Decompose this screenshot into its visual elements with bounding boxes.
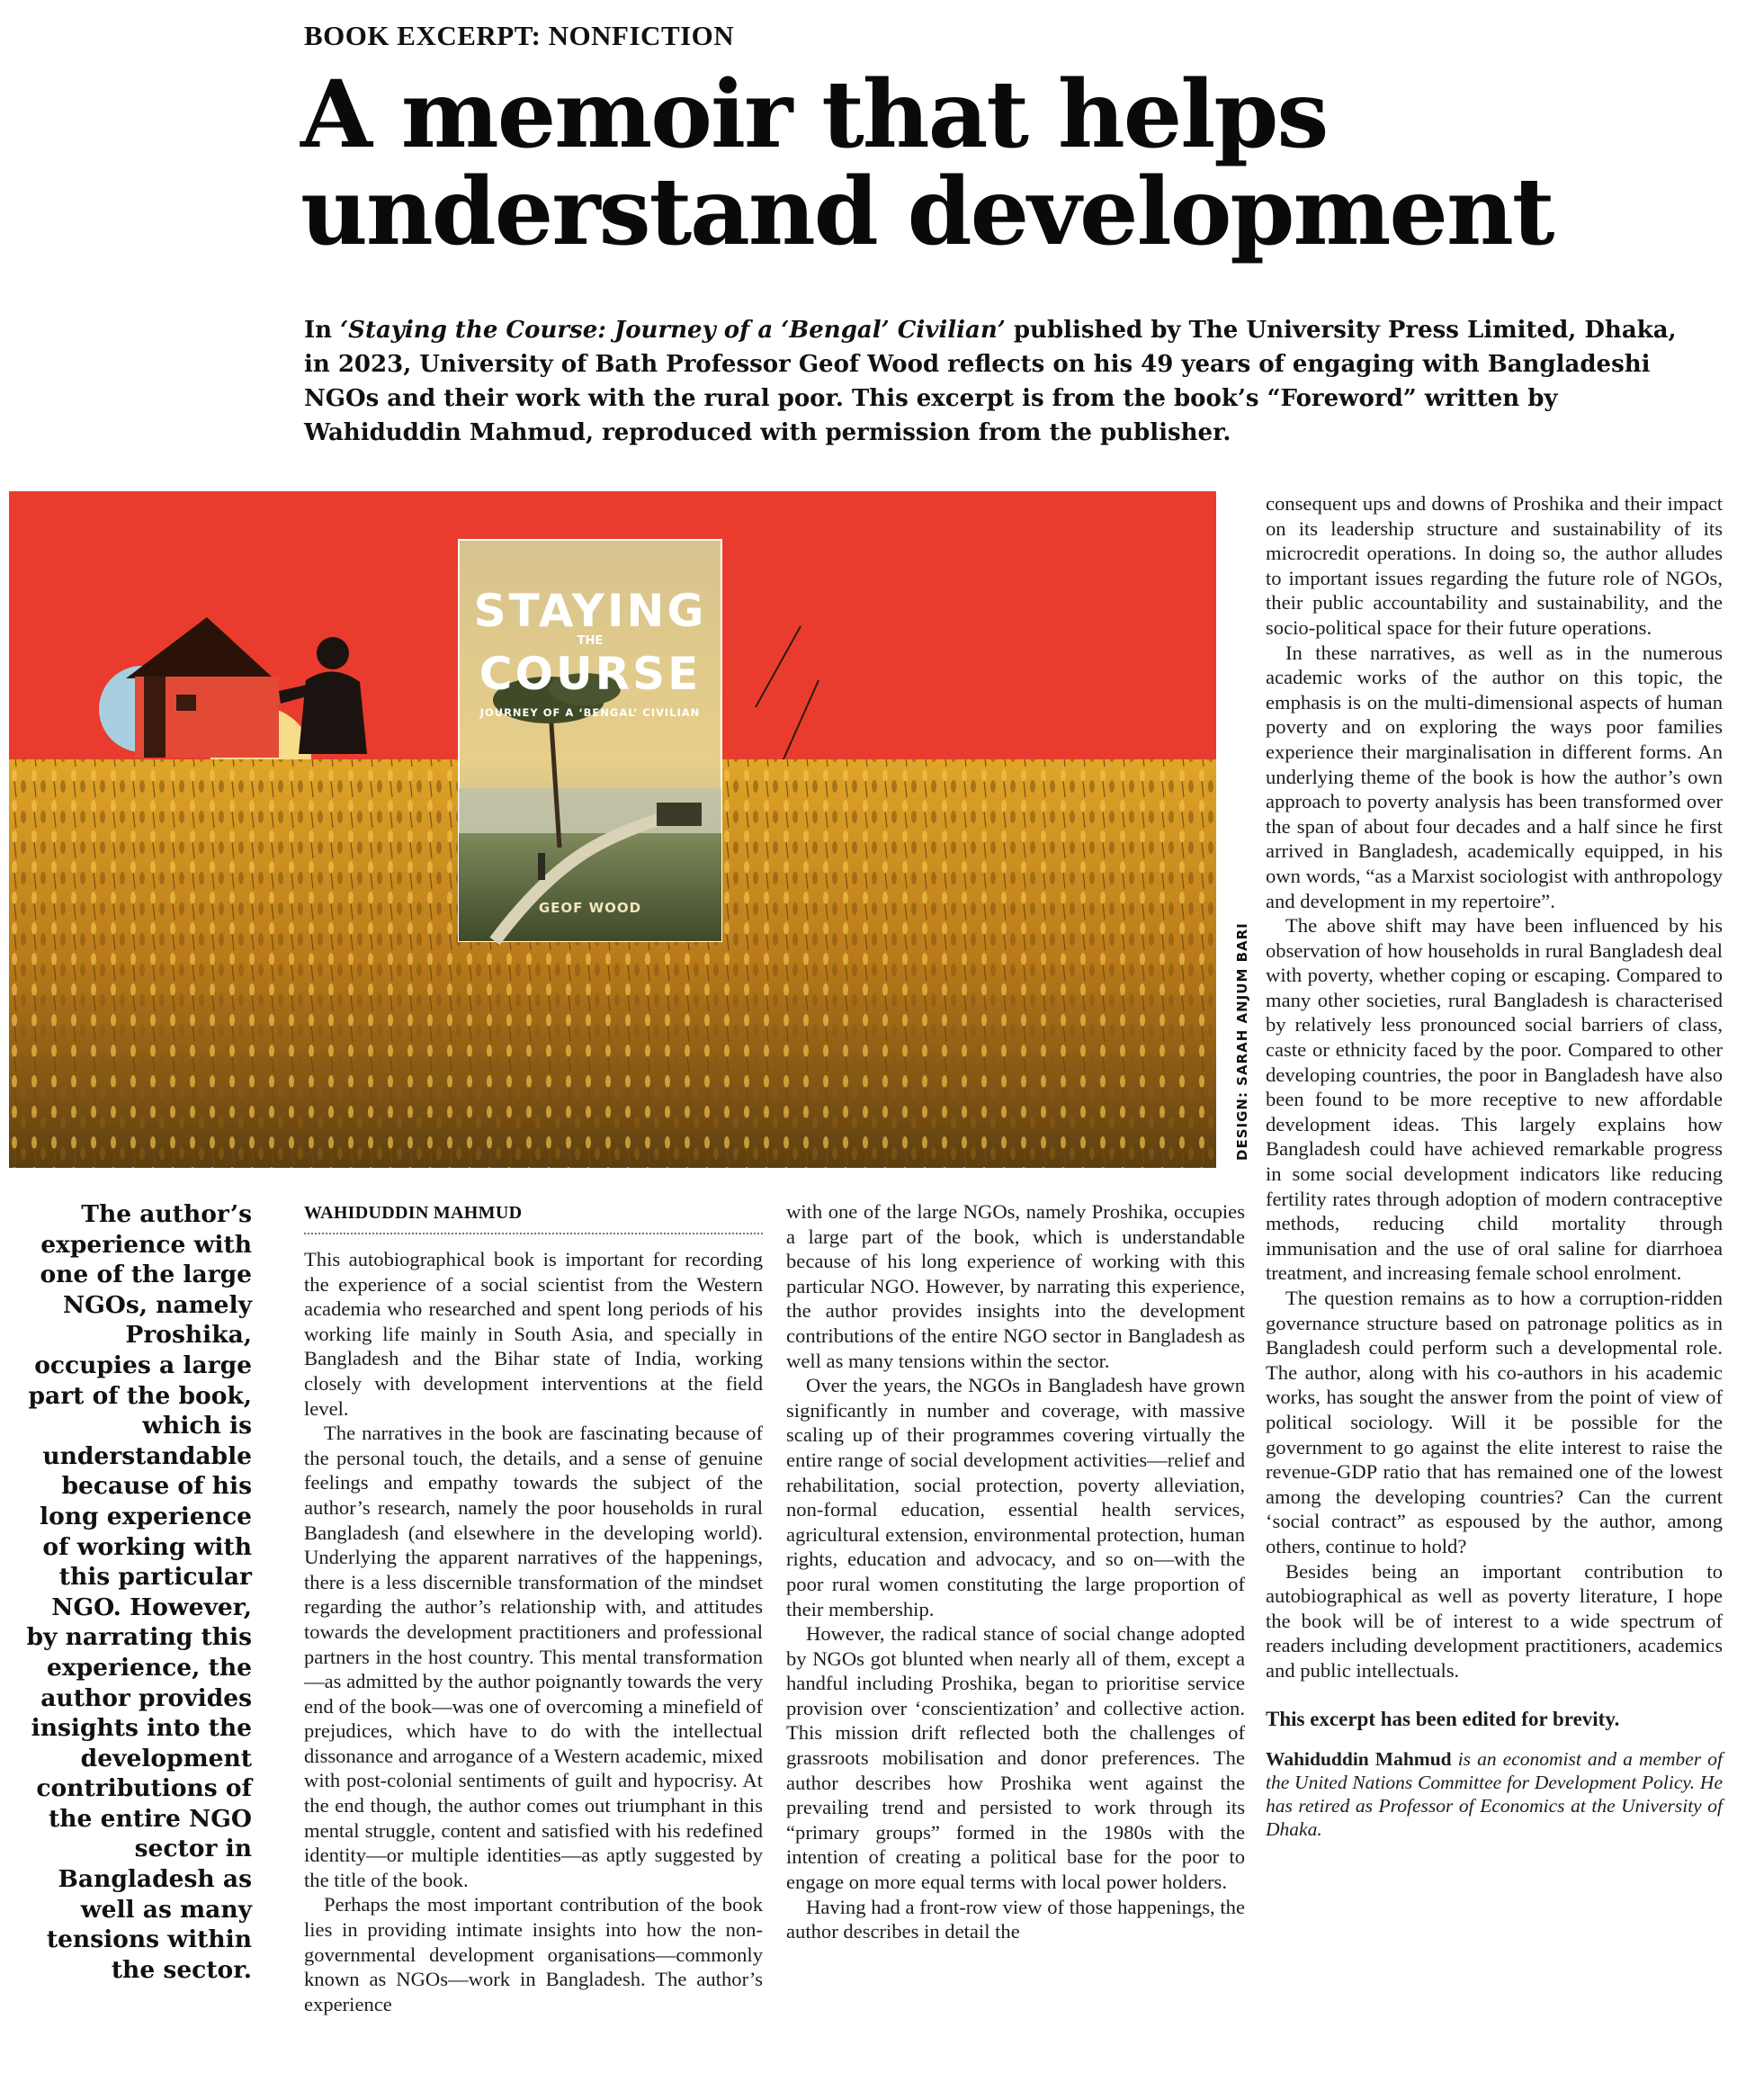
paragraph: Over the years, the NGOs in Bangladesh have grown significantly in number and coverage, with massive scaling up of their programmes covering virtually the entire range of social development activities—relief and rehabilitation, social protection, poverty alleviation, non-formal education, essential health services, agricultural extension, environmental protection, human rights, education and advocacy, and so on—with the poor rural women constituting the large proportion of their membership.	[786, 1374, 1245, 1620]
body-column-3	[1266, 491, 1723, 1841]
deck-prefix: In	[304, 317, 341, 344]
cover-subtitle: JOURNEY OF A ‘BENGAL’ CIVILIAN	[479, 706, 701, 719]
bio-text: is an economist and a member of the United Nations Committee for Development Policy. He has retired as Professor of Economics at the University of Dhaka.	[1266, 1748, 1723, 1841]
deck-book-title: ‘Staying the Course: Journey of a ‘Bengal’ Civilian’	[340, 317, 1006, 344]
headline-line-1: A memoir that helps	[300, 60, 1328, 169]
cover-title-2: THE	[577, 634, 604, 648]
illustration-art	[9, 491, 1216, 1168]
editor-note: This excerpt has been edited for brevity.	[1266, 1707, 1620, 1730]
paragraph: In these narratives, as well as in the numerous academic works of the author on this topic, the emphasis is on the multi-dimensional aspects of human poverty and on exploring the ways poor families experience their marginalisation in different forms. An underlying theme of the book is how the author’s own approach to poverty analysis has been transformed over the span of about four decades and a half since he first arrived in Bangladesh, academically equipped, in his own words, “as a Marxist sociologist with anthropology and development in my repertoire”.	[1266, 641, 1723, 912]
deck-text: published by The University Press Limited, Dhaka, in 2023, University of Bath Professor Geof Wood reflects on his 49 years of engaging with Bangladeshi NGOs and their work with the rural poor. This excerpt is from the book’s “Foreword” written by Wahiduddin Mahmud, reproduced with permission from the publisher.	[304, 317, 1677, 446]
paragraph: The question remains as to how a corruption-ridden governance structure based on patronage politics as in Bangladesh could perform such a developmental role. The author, along with his co-authors in his academic works, has sought the answer from the point of view of political sociology. Will it be possible for the government to go against the elite interest to raise the revenue-GDP ratio that has remained one of the lowest among the developing countries? Can the current ‘social contract” as espoused by the author, among others, continue to hold?	[1266, 1287, 1723, 1557]
cover-title-3: COURSE	[479, 648, 702, 700]
standfirst	[304, 313, 1707, 450]
author-bio	[1266, 1747, 1723, 1841]
paragraph: The above shift may have been influenced by his observation of how households in rural Bangladesh deal with poverty, whether coping or escaping. Compared to many other societies, rural Bangladesh is characterised by relatively less pronounced social barriers of class, caste or ethnicity faced by the poor. Compared to other developing countries, the poor in Bangladesh have also been found to be more receptive to new affordable development ideas. This largely explains how Bangladesh could have achieved remarkable progress in some social development indicators like reducing fertility rates through adoption of modern contraceptive methods, reducing child mortality through immunisation and the use of oral saline for diarrhoea treatment, and increasing female school enrolment.	[1266, 914, 1723, 1285]
bio-name: Wahiduddin Mahmud	[1266, 1748, 1452, 1771]
section-kicker: BOOK EXCERPT: NONFICTION	[304, 20, 735, 51]
headline	[300, 60, 1722, 266]
pull-quote: The author’s experience with one of the large NGOs, namely Proshika, occupies a large part of the book, which is understandable because of his long experience of working with this particular NGO. However, by narrating this experience, the author provides insights into the development contributions of the entire NGO sector in Bangladesh as well as many tensions within the sector.	[26, 1200, 252, 1984]
paragraph: with one of the large NGOs, namely Proshika, occupies a large part of the book, which is understandable because of his long experience of working with this particular NGO. However, by narrating this experience, the author provides insights into the development contributions of the entire NGO sector in Bangladesh as well as many tensions within the sector.	[786, 1200, 1245, 1372]
paragraph: Perhaps the most important contribution of the book lies in providing intimate insights into how the non-governmental development organisations—commonly known as NGOs—work in Bangladesh. The author’s experience	[304, 1893, 763, 2015]
paragraph: The narratives in the book are fascinating because of the personal touch, the details, and a sense of genuine feelings and empathy towards the subject of the author’s research, namely the poor households in rural Bangladesh (and elsewhere in the developing world). Underlying the apparent narratives of the happenings, there is a less discernible transformation of the mindset regarding the author’s relationship with, and attitudes towards the development practitioners and professional partners in the host country. This mental transformation—as admitted by the author poignantly towards the very end of the book—was one of overcoming a minefield of prejudices, which have to do with the intellectual dissonance and arrogance of a Western academic, mixed with post-colonial sentiments of guilt and hypocrisy. At the end though, the author comes out triumphant in this mental struggle, content and satisfied with his redefined identity—or multiple identities—as aptly suggested by the title of the book.	[304, 1422, 763, 1891]
hero-illustration	[9, 491, 1216, 1168]
design-credit-text: DESIGN: SARAH ANJUM BARI	[1234, 922, 1250, 1161]
cover-title-1: STAYING	[473, 585, 707, 637]
paragraph: consequent ups and downs of Proshika and their impact on its leadership structure and sustainability of its microcredit operations. In doing so, the author alludes to important issues regarding the future role of NGOs, their public accountability and sustainability, and the socio-political space for their future operations.	[1266, 492, 1723, 639]
paragraph: Besides being an important contribution to autobiographical as well as poverty literature, I hope the book will be of interest to a wide spectrum of readers including development practitioners, academics and public intellectuals.	[1266, 1559, 1723, 1682]
cover-author: GEOF WOOD	[538, 900, 642, 916]
body-column-1	[304, 1247, 763, 2016]
body-column-2	[786, 1199, 1245, 1944]
byline: WAHIDUDDIN MAHMUD	[304, 1203, 763, 1234]
design-credit	[1216, 891, 1252, 1170]
paragraph: However, the radical stance of social change adopted by NGOs got blunted when nearly all of them, except a handful including Proshika, began to prioritise service provision over ‘conscientization’ and collective action. This mission drift reflected both the challenges of grassroots mobilisation and donor preferences. The author describes how Proshika went against the prevailing trend and persisted to work through its “primary groups” formed in the 1980s with the intention of creating a political base for the poor to engage on more equal terms with local power holders.	[786, 1622, 1245, 1894]
paragraph: This autobiographical book is important for recording the experience of a social scientist from the Western academia who researched and spent long periods of his working life mainly in South Asia, and specially in Bangladesh and the Bihar state of India, working closely with development interventions at the field level.	[304, 1248, 763, 1420]
paragraph: Having had a front-row view of those happenings, the author describes in detail the	[786, 1895, 1245, 1943]
book-cover	[459, 540, 721, 941]
headline-line-2: understand development	[300, 157, 1553, 266]
